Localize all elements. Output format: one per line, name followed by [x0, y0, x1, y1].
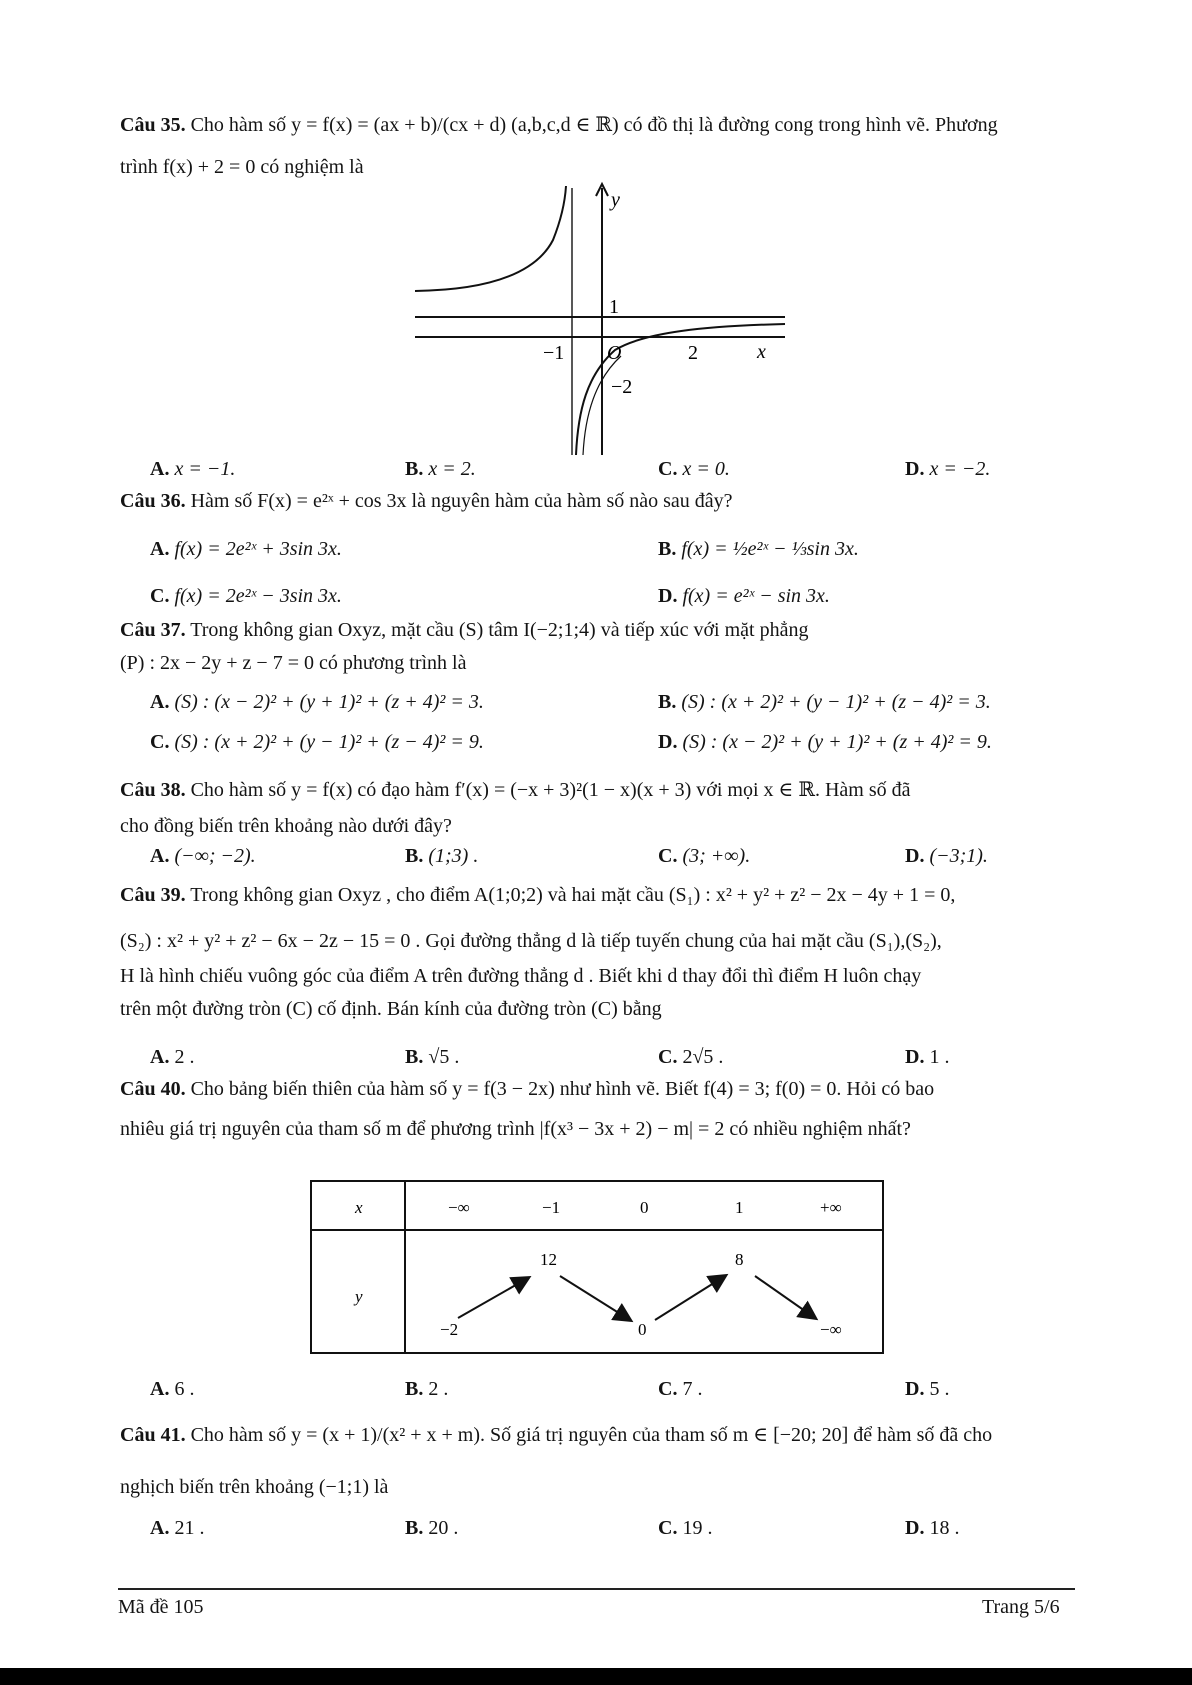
q37-line2: (P) : 2x − 2y + z − 7 = 0 có phương trình là: [120, 652, 467, 674]
table-x-label: x: [355, 1198, 363, 1217]
q37-option-b: B. (S) : (x + 2)² + (y − 1)² + (z − 4)² = 3.: [658, 691, 991, 713]
graph-left-branch: [415, 186, 566, 291]
table-y-value-0: −2: [440, 1320, 459, 1339]
q40-variation-table: [310, 1180, 885, 1355]
q38-line1: [120, 777, 911, 803]
table-y-label: y: [355, 1287, 363, 1306]
table-x-value-2: 0: [640, 1198, 649, 1217]
q40-label: Câu 40.: [120, 1078, 186, 1100]
q36-line1: [120, 488, 733, 514]
q39-text1: Trong không gian Oxyz , cho điểm A(1;0;2) và hai mặt cầu (S₁) : x² + y² + z² − 2x − 4y + 1 = 0,: [190, 884, 956, 906]
q37-line1: [120, 617, 808, 643]
q39-option-d: D. 1 .: [905, 1046, 950, 1068]
q41-option-b: B. 20 .: [405, 1517, 459, 1539]
table-y-value-4: −∞: [820, 1320, 842, 1339]
arrow-down-2: [755, 1276, 815, 1318]
q41-label: Câu 41.: [120, 1424, 186, 1446]
q38-text1: Cho hàm số y = f(x) có đạo hàm f′(x) = (−x + 3)²(1 − x)(x + 3) với mọi x ∈ ℝ. Hàm số đã: [190, 779, 911, 801]
q36-text1: Hàm số F(x) = e²ˣ + cos 3x là nguyên hàm của hàm số nào sau đây?: [190, 490, 733, 512]
q40-line2: nhiêu giá trị nguyên của tham số m để phương trình |f(x³ − 3x + 2) − m| = 2 có nhiều nghiệm nhất?: [120, 1118, 911, 1140]
table-y-value-1: 12: [540, 1250, 557, 1269]
q35-option-c: C. x = 0.: [658, 458, 730, 480]
q36-option-c: C. f(x) = 2e²ˣ − 3sin 3x.: [150, 585, 342, 607]
q35-option-a: A. x = −1.: [150, 458, 236, 480]
q40-option-a: A. 6 .: [150, 1378, 195, 1400]
q39-label: Câu 39.: [120, 884, 186, 906]
label-neg1: −1: [543, 342, 565, 364]
q37-option-c: C. (S) : (x + 2)² + (y − 1)² + (z − 4)² = 9.: [150, 731, 484, 753]
q37-option-a: A. (S) : (x − 2)² + (y + 1)² + (z + 4)² = 3.: [150, 691, 484, 713]
q35-option-d: D. x = −2.: [905, 458, 991, 480]
q35-text1: Cho hàm số y = f(x) = (ax + b)/(cx + d) (a,b,c,d ∈ ℝ) có đồ thị là đường cong trong hình vẽ. Phương: [190, 114, 998, 136]
table-x-value-1: −1: [542, 1198, 561, 1217]
label-1: 1: [609, 296, 619, 318]
q38-label: Câu 38.: [120, 779, 186, 801]
table-x-value-0: −∞: [448, 1198, 470, 1217]
q41-option-d: D. 18 .: [905, 1517, 960, 1539]
footer-page-number: Trang 5/6: [982, 1596, 1060, 1618]
q38-option-d: D. (−3;1).: [905, 845, 988, 867]
q39-option-a: A. 2 .: [150, 1046, 195, 1068]
q41-line1: [120, 1422, 992, 1448]
table-border: [311, 1181, 883, 1353]
y-axis-label: y: [611, 189, 620, 211]
q40-option-d: D. 5 .: [905, 1378, 950, 1400]
q35-option-b: B. x = 2.: [405, 458, 476, 480]
q40-line1: [120, 1076, 934, 1102]
q35-line2: trình f(x) + 2 = 0 có nghiệm là: [120, 156, 364, 178]
q39-line3: H là hình chiếu vuông góc của điểm A trên đường thẳng d . Biết khi d thay đổi thì điểm H luôn chạy: [120, 965, 922, 987]
q37-text1: Trong không gian Oxyz, mặt cầu (S) tâm I(−2;1;4) và tiếp xúc với mặt phẳng: [190, 619, 809, 641]
q36-option-b: B. f(x) = ½e²ˣ − ⅓sin 3x.: [658, 538, 859, 560]
arrow-up-2: [655, 1276, 725, 1320]
table-x-value-4: +∞: [820, 1198, 842, 1217]
q38-option-a: A. (−∞; −2).: [150, 845, 256, 867]
q40-option-c: C. 7 .: [658, 1378, 703, 1400]
footer-divider: [118, 1588, 1075, 1590]
q35-function-graph: [415, 180, 795, 455]
table-y-value-2: 0: [638, 1320, 647, 1339]
q39-line1: [120, 882, 955, 908]
x-axis-label: x: [757, 341, 766, 363]
label-2: 2: [688, 342, 698, 364]
q35-line1: [120, 112, 998, 138]
q37-option-d: D. (S) : (x − 2)² + (y + 1)² + (z + 4)² = 9.: [658, 731, 992, 753]
q41-text1: Cho hàm số y = (x + 1)/(x² + x + m). Số giá trị nguyên của tham số m ∈ [−20; 20] để hàm số đã cho: [190, 1424, 993, 1446]
scan-bottom-edge: [0, 1668, 1192, 1685]
q38-line2: cho đồng biến trên khoảng nào dưới đây?: [120, 815, 452, 837]
q41-option-c: C. 19 .: [658, 1517, 713, 1539]
q36-option-d: D. f(x) = e²ˣ − sin 3x.: [658, 585, 830, 607]
arrow-up-1: [458, 1278, 528, 1318]
footer-exam-code: Mã đề 105: [118, 1596, 204, 1618]
q39-line4: trên một đường tròn (C) cố định. Bán kính của đường tròn (C) bằng: [120, 998, 662, 1020]
table-y-value-3: 8: [735, 1250, 744, 1269]
q37-label: Câu 37.: [120, 619, 186, 641]
q36-option-a: A. f(x) = 2e²ˣ + 3sin 3x.: [150, 538, 342, 560]
table-x-value-3: 1: [735, 1198, 744, 1217]
q35-label: Câu 35.: [120, 114, 186, 136]
label-origin: O: [607, 342, 622, 364]
q40-option-b: B. 2 .: [405, 1378, 449, 1400]
q38-option-c: C. (3; +∞).: [658, 845, 751, 867]
q38-option-b: B. (1;3) .: [405, 845, 479, 867]
q39-option-c: C. 2√5 .: [658, 1046, 724, 1068]
q41-line2: nghịch biến trên khoảng (−1;1) là: [120, 1476, 389, 1498]
arrow-down-1: [560, 1276, 630, 1320]
q36-label: Câu 36.: [120, 490, 186, 512]
q41-option-a: A. 21 .: [150, 1517, 205, 1539]
q40-text1: Cho bảng biến thiên của hàm số y = f(3 − 2x) như hình vẽ. Biết f(4) = 3; f(0) = 0. Hỏi có bao: [190, 1078, 935, 1100]
q39-option-b: B. √5 .: [405, 1046, 460, 1068]
label-neg2: −2: [611, 376, 633, 398]
q39-line2: (S₂) : x² + y² + z² − 6x − 2z − 15 = 0 . Gọi đường thẳng d là tiếp tuyến chung của hai mặt cầu (S₁),(S₂),: [120, 930, 942, 952]
